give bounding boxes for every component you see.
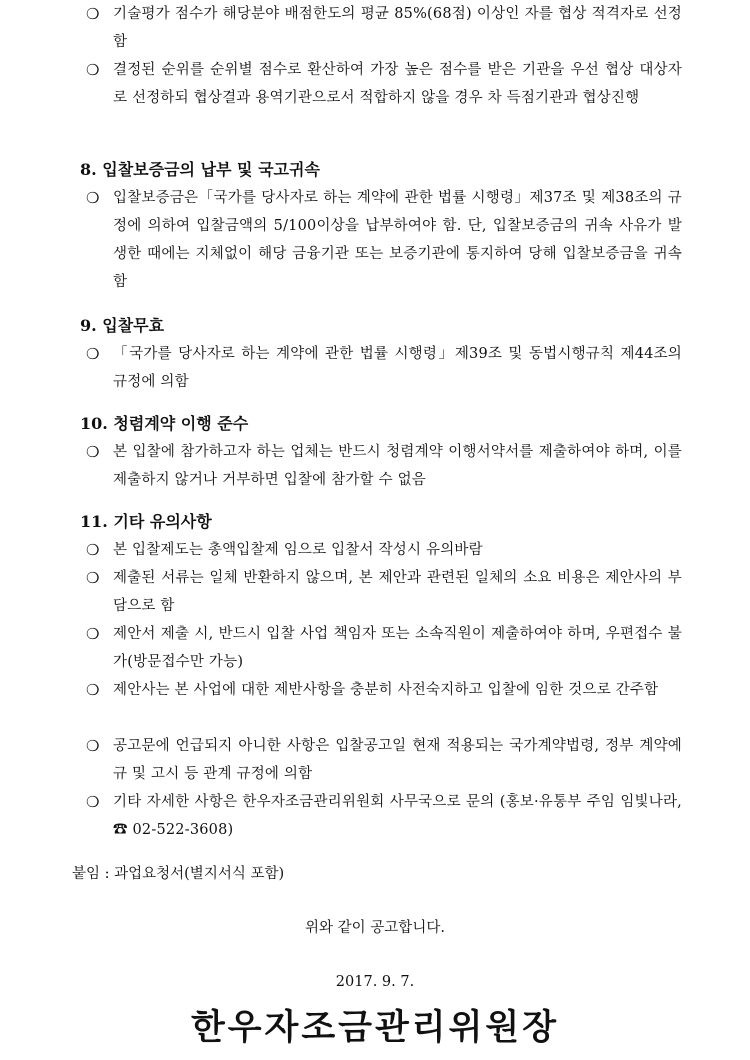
closing-statement: 위와 같이 공고합니다. bbox=[305, 920, 445, 936]
section-heading-10: 10. 청렴계약 이행 준수 bbox=[80, 414, 249, 433]
circle-bullet-icon: ❍ bbox=[86, 793, 100, 811]
list-item bbox=[86, 564, 682, 620]
list-item bbox=[86, 536, 682, 564]
item-text: 기술평가 점수가 해당분야 배점한도의 평균 85%(68점) 이상인 자를 협상 적격자로 선정함 bbox=[113, 6, 682, 50]
list-item bbox=[86, 0, 682, 56]
list-item bbox=[86, 620, 682, 676]
item-text: 입찰보증금은「국가를 당사자로 하는 계약에 관한 법률 시행령」제37조 및 제38조의 규정에 의하여 입찰금액의 5/100이상을 납부하여야 함. 단, 입찰보증금의 귀속 사유가 발생한 때에는 지체없이 해당 금융기관 또는 보증기관에 통지하여 당해 입찰보증금을 귀속함 bbox=[113, 190, 682, 290]
list-item bbox=[86, 184, 682, 296]
circle-bullet-icon: ❍ bbox=[86, 569, 100, 587]
circle-bullet-icon: ❍ bbox=[86, 345, 100, 363]
item-text: 제안사는 본 사업에 대한 제반사항을 충분히 사전숙지하고 입찰에 임한 것으로 간주함 bbox=[113, 682, 659, 698]
item-text: 결정된 순위를 순위별 점수로 환산하여 가장 높은 점수를 받은 기관을 우선 협상 대상자로 선정하되 협상결과 용역기관으로서 적합하지 않을 경우 차 득점기관과 협상진행 bbox=[113, 62, 682, 106]
item-text: 제안서 제출 시, 반드시 입찰 사업 책임자 또는 소속직원이 제출하여야 하며, 우편접수 불가(방문접수만 가능) bbox=[113, 626, 682, 670]
circle-bullet-icon: ❍ bbox=[86, 541, 100, 559]
item-text: 공고문에 언급되지 아니한 사항은 입찰공고일 현재 적용되는 국가계약법령, 정부 계약예규 및 고시 등 관계 규정에 의함 bbox=[113, 738, 682, 782]
circle-bullet-icon: ❍ bbox=[86, 737, 100, 755]
attachment-note: 붙임 : 과업요청서(별지서식 포함) bbox=[72, 866, 285, 882]
item-text: 기타 자세한 사항은 한우자조금관리위원회 사무국으로 문의 (홍보·유통부 주임 임빛나라, ☎ 02-522-3608) bbox=[113, 794, 682, 838]
item-text: 「국가를 당사자로 하는 계약에 관한 법률 시행령」제39조 및 동법시행규칙 제44조의 규정에 의함 bbox=[113, 346, 682, 390]
section-heading-8: 8. 입찰보증금의 납부 및 국고귀속 bbox=[80, 160, 320, 179]
item-text: 본 입찰에 참가하고자 하는 업체는 반드시 청렴계약 이행서약서를 제출하여야 하며, 이를 제출하지 않거나 거부하면 입찰에 참가할 수 없음 bbox=[113, 444, 682, 488]
circle-bullet-icon: ❍ bbox=[86, 189, 100, 207]
circle-bullet-icon: ❍ bbox=[86, 5, 100, 23]
announcement-date: 2017. 9. 7. bbox=[335, 974, 415, 990]
signer-title: 한우자조금관리위원장 bbox=[190, 1007, 560, 1048]
item-text: 본 입찰제도는 총액입찰제 임으로 입찰서 작성시 유의바람 bbox=[113, 542, 483, 558]
section-heading-9: 9. 입찰무효 bbox=[80, 316, 165, 335]
circle-bullet-icon: ❍ bbox=[86, 681, 100, 699]
section-heading-11: 11. 기타 유의사항 bbox=[80, 512, 212, 531]
item-text: 제출된 서류는 일체 반환하지 않으며, 본 제안과 관련된 일체의 소요 비용은 제안사의 부담으로 함 bbox=[113, 570, 682, 614]
list-item bbox=[86, 732, 682, 788]
circle-bullet-icon: ❍ bbox=[86, 443, 100, 461]
circle-bullet-icon: ❍ bbox=[86, 61, 100, 79]
list-item bbox=[86, 676, 682, 704]
list-item bbox=[86, 788, 682, 844]
circle-bullet-icon: ❍ bbox=[86, 625, 100, 643]
list-item bbox=[86, 56, 682, 112]
list-item bbox=[86, 340, 682, 396]
list-item bbox=[86, 438, 682, 494]
